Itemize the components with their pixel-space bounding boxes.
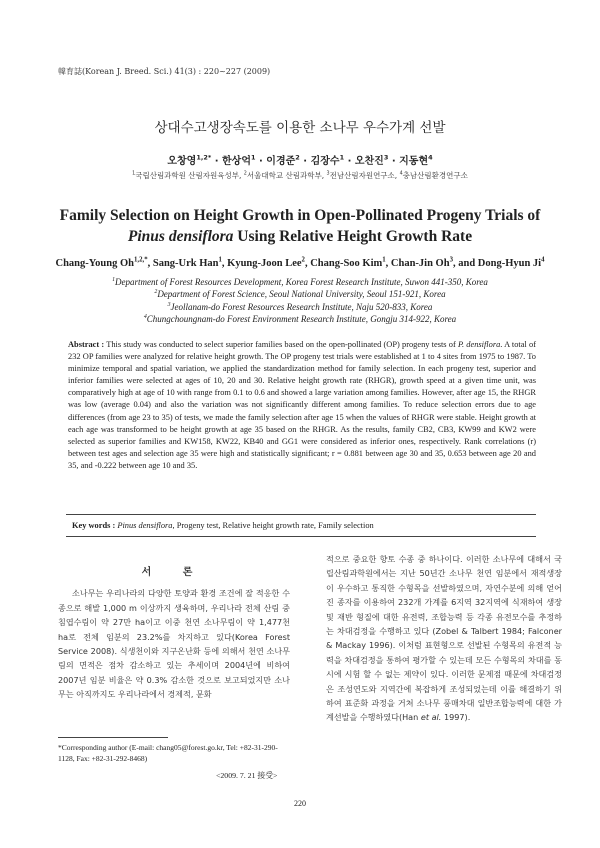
- section-heading-introduction: 서 론: [141, 567, 207, 578]
- affiliation-line: $^2$Department of Forest Science, Seoul National University, Seoul 151-921, Korea: [154, 289, 446, 300]
- corresponding-author-footnote: *Corresponding author (E-mail: chang05@forest.go.kr, Tel: +82-31-290-1128, Fax: +82-31-292-8468): [58, 743, 278, 763]
- affiliation-line: $^3$Jeollanam-do Forest Resources Research Institute, Naju 520-833, Korea: [167, 301, 433, 312]
- english-authors: Chang-Young $Oh^{1,2,*}$, Sang-Urk Han$^1$, Kyung-Joon Lee$^2$, Chang-Soo Kim$^1$, Chan-Jin Oh$^3$, and Dong-Hyun Ji$^4$: [55, 256, 545, 269]
- abstract: Abstract : This study was conducted to select superior families based on the open-pollinated (OP) progeny tests of P. densiflora. A total of 232 OP families were analyzed for relative height growth. The OP progeny test trials were established at 1 to 4 sites from 1975 to 1987. To minimize temporal and spatial variation, we applied the standardization method for family selection. In each progeny test, superior and inferior families were selected at ages of 10, 20 and 30. Relative height growth rate (RHGR), growth speed at a given time unit, was comparatively high at age of 10 with range from 0.1 to 0.6 and showed a large variation among families. However, after age 15, the RHGR was low (average 0.04) and also the variation was not significantly different among families. To reduce selection errors due to age differences (from age 23 to 35) of tests, we made the family selection after age 15 when the values of RHGR were stable. Height growth at each age was transformed to be height growth at age 35 based on the RHGR. As the results, family CB2, CB3, KW99 and KW2 were selected as superior families and KW158, KW22, KB40 and GG1 were considered as inferior ones, respectively. Rank correlations (r) between test ages and selection age 35 were high and statistically significant; r = 0.881 between age 30 and 35, 0.653 between age 20 and 35, and -0.222 between age 10 and 35.: [68, 340, 536, 470]
- intro-left-column: [58, 566, 290, 702]
- korean-affiliations: $^1$국립산림과학원 산림자원육성부, $^2$서울대학교 산림과학부, $^3$전남산림자원연구소, $^4$충남산림환경연구소: [132, 170, 468, 180]
- english-title: Family Selection on Height Growth in Open-Pollinated Progeny Trials of Pinus densiflora Using Relative Height Growth Rate: [59, 207, 541, 245]
- footnote-rule: [58, 737, 168, 738]
- korean-author: 이경준$^2$: [266, 153, 300, 167]
- keywords-top-rule: [66, 514, 536, 515]
- korean-title: 상대수고생장속도를 이용한 소나무 우수가계 선발: [154, 120, 446, 136]
- keywords-bottom-rule: [66, 536, 536, 537]
- korean-author: 지동현$^4$: [399, 153, 433, 167]
- intro-paragraph: 소나무는 우리나라의 다양한 토양과 환경 조건에 잘 적응한 수종으로 해발 1,000 m 이상까지 생육하며, 우리나라 전체 산림 중 침엽수림이 약 27만 ha이고 이중 천연 소나무림이 약 1,477천 ha로 전체 임분의 23.2%를 차지하고 있다(Korea Forest Service 2008). 식생천이와 지구온난화 등에 의해서 천연 소나무림의 면적은 점차 감소하고 있는 추세이며 2004년에 비하여 2007년 임분 비율은 약 0.3% 감소한 것으로 보고되었지만 소나무는 아직까지도 우리나라에서 경제적, 문화: [58, 588, 290, 700]
- journal-header: 韓育誌(Korean J. Breed. Sci.) 41(3) : 220~227 (2009): [58, 67, 271, 76]
- received-date: <2009. 7. 21 接受>: [216, 771, 278, 780]
- affiliation-line: $^4$Chungchoungnam-do Forest Environment Research Institute, Gongju 314-922, Korea: [143, 314, 457, 325]
- keywords: Key words : Pinus densiflora, Progeny test, Relative height growth rate, Family selection: [72, 521, 374, 530]
- affiliation-line: $^1$Department of Forest Resources Development, Korea Forest Research Institute, Suwon 441-350, Korea: [112, 277, 488, 287]
- korean-author: 오창영$^{1,2*}$: [167, 153, 212, 167]
- korean-author: 김장수$^1$: [310, 153, 345, 167]
- english-affiliations: [40, 276, 560, 326]
- korean-author: 오찬진$^3$: [354, 153, 389, 167]
- intro-paragraph-continued: 적으로 중요한 향토 수종 중 하나이다. 이러한 소나무에 대해서 국립산림과학원에서는 지난 50년간 소나무 천연 임분에서 재적생장이 우수하고 통직한 수형목을 선발하였으며, 자연수분에 의해 얻어진 종자를 이용하여 232개 가계를 6지역 32지역에 식재하여 생장 및 재반 형질에 대한 유전력, 조합능력 등 각종 유전모수를 추정하는 차대검정을 수행하고 있다 (Zobel & Talbert 1984; Falconer & Mackay 1996). 이처럼 표현형으로 선발된 수형목의 유전적 능력을 차대검정을 통하여 평가할 수 있는데 모든 수형목의 차대를 동시에 시험 할 수 없는 제약이 있다. 이러한 문제점 때문에 차대검정은 조성연도와 지역간에 복잡하게 조성되었는데 이를 해결하기 위하여 표준화 과정을 거쳐 소나무 풍매차대 일반조합능력에 대한 가계선발을 수행하였다(Han et al. 1997).: [326, 554, 562, 723]
- intro-right-column: [326, 552, 562, 725]
- korean-authors: 오창영$^{1,2*}$ · 한상억$^1$ · 이경준$^2$ · 김장수$^1$ · 오찬진$^3$ · 지동현$^4$: [167, 153, 433, 167]
- page-number: 220: [294, 799, 306, 808]
- korean-author: 한상억$^1$: [222, 153, 256, 167]
